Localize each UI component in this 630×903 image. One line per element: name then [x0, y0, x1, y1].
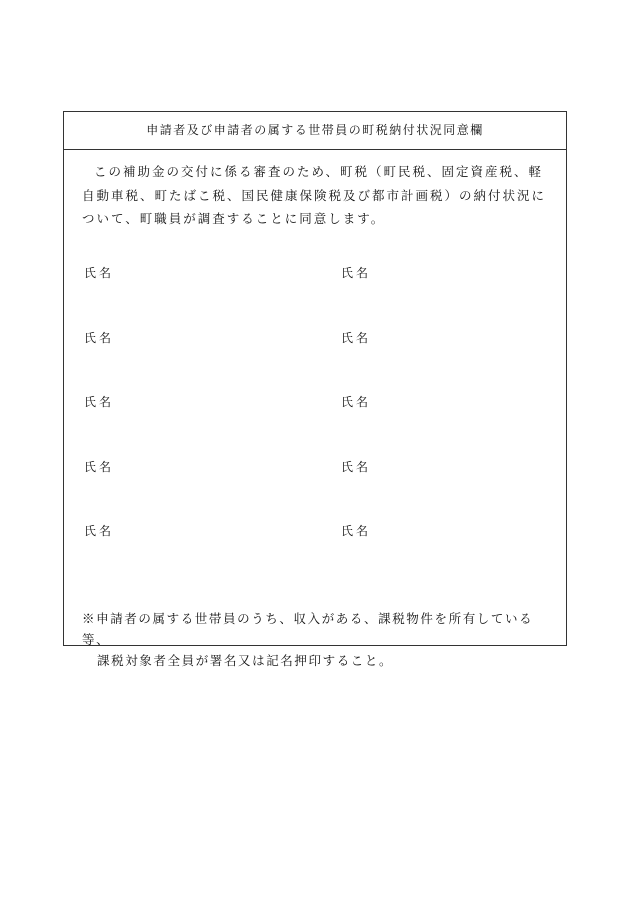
- signature-row: [64, 330, 566, 395]
- consent-statement: この補助金の交付に係る審査のため、町税（町民税、固定資産税、軽自動車税、町たばこ税、国民健康保険税及び都市計画税）の納付状況について、町職員が調査することに同意します。: [82, 164, 547, 226]
- signature-row: [64, 265, 566, 330]
- name-field-label: 氏名: [341, 459, 372, 474]
- consent-form: [63, 111, 567, 668]
- name-field-label: 氏名: [84, 459, 115, 474]
- name-field-label: 氏名: [341, 266, 372, 280]
- name-field-label: 氏名: [341, 395, 372, 409]
- name-field-label: 氏名: [84, 395, 115, 409]
- signature-grid: [64, 265, 566, 588]
- footnote-line: 課税対象者全員が署名又は記名押印すること。: [97, 653, 394, 668]
- name-field-label: 氏名: [84, 330, 115, 345]
- footnote-line: ※申請者の属する世帯員のうち、収入がある、課税物件を所有している等、: [82, 611, 534, 647]
- signature-row: [64, 459, 566, 524]
- name-field-label: 氏名: [84, 266, 115, 280]
- form-title: 申請者及び申請者の属する世帯員の町税納付状況同意欄: [64, 112, 566, 150]
- signature-row: [64, 523, 566, 588]
- signature-row: [64, 394, 566, 459]
- name-field-label: 氏名: [84, 524, 115, 538]
- name-field-label: 氏名: [341, 524, 372, 538]
- footnote: [82, 608, 556, 671]
- name-field-label: 氏名: [341, 330, 372, 345]
